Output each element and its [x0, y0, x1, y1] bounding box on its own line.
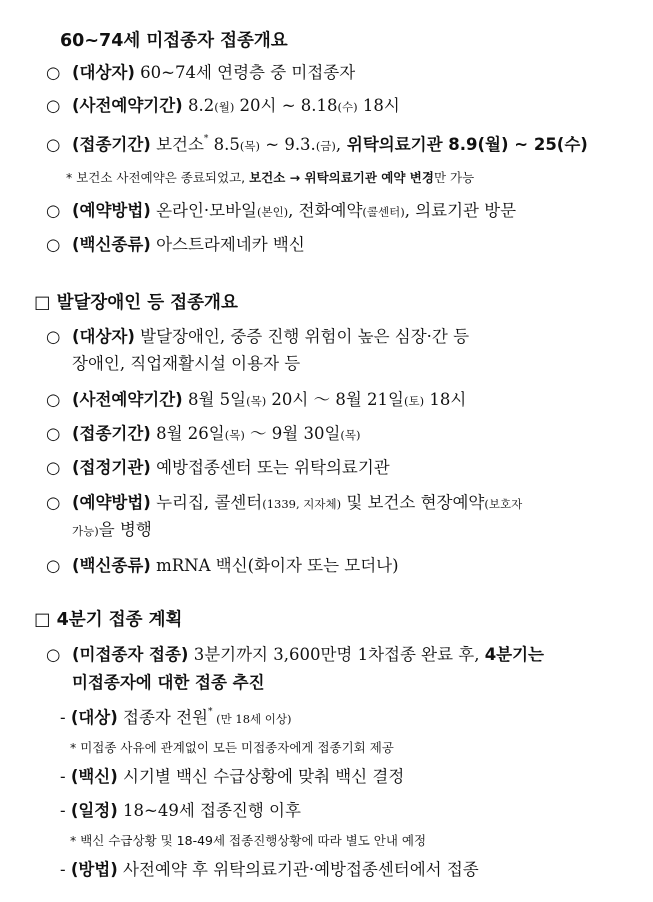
bullet-icon: ○ [46, 493, 61, 512]
s2-prereg-item: ○ (사전예약기간) 8월 5일(목) 20시 ～ 8월 21일(토) 18시 [46, 390, 467, 409]
section1-title: 60~74세 미접종자 접종개요 [60, 31, 288, 51]
bullet-icon: ○ [46, 458, 61, 477]
s1-note: * 보건소 사전예약은 종료되었고, 보건소 → 위탁의료기관 예약 변경만 가능 [66, 170, 475, 185]
s3-target-item: - (대상) 접종자 전원* (만 18세 이상) [60, 707, 292, 727]
s3-plan-continued: 미접종자에 대한 접종 추진 [72, 673, 265, 692]
dash-icon: - [60, 860, 66, 879]
s2-period-item: ○ (접종기간) 8월 26일(목) ～ 9월 30일(목) [46, 424, 361, 443]
dash-icon: - [60, 801, 66, 820]
bullet-icon: ○ [46, 327, 61, 346]
s2-method-continued: 가능)을 병행 [72, 520, 152, 539]
s3-method-item: - (방법) 사전예약 후 위탁의료기관·예방접종센터에서 접종 [60, 860, 479, 879]
s1-vaccine-item: ○ (백신종류) 아스트라제네카 백신 [46, 235, 305, 254]
bullet-icon: ○ [46, 63, 61, 82]
s2-vaccine-item: ○ (백신종류) mRNA 백신(화이자 또는 모더나) [46, 556, 399, 575]
bullet-icon: ○ [46, 645, 61, 664]
bullet-icon: ○ [46, 424, 61, 443]
bullet-icon: ○ [46, 556, 61, 575]
bullet-icon: ○ [46, 235, 61, 254]
s3-note2: * 백신 수급상황 및 18-49세 접종진행상황에 따라 별도 안내 예정 [70, 833, 427, 848]
s1-method-item: ○ (예약방법) 온라인·모바일(본인), 전화예약(콜센터), 의료기관 방문 [46, 201, 517, 220]
s1-target-item: ○ (대상자) 60~74세 연령층 중 미접종자 [46, 63, 356, 82]
bullet-icon: ○ [46, 96, 61, 115]
bullet-icon: ○ [46, 201, 61, 220]
s3-schedule-item: - (일정) 18~49세 접종진행 이후 [60, 801, 301, 820]
s3-note1: * 미접종 사유에 관계없이 모든 미접종자에게 접종기회 제공 [70, 740, 394, 755]
s2-org-item: ○ (접정기관) 예방접종센터 또는 위탁의료기관 [46, 458, 390, 477]
s3-vaccine-item: - (백신) 시기별 백신 수급상황에 맞춰 백신 결정 [60, 767, 405, 786]
s2-target-item: ○ (대상자) 발달장애인, 중증 진행 위험이 높은 심장·간 등 [46, 327, 470, 346]
s3-plan-item: ○ (미접종자 접종) 3분기까지 3,600만명 1차접종 완료 후, 4분기는 [46, 645, 544, 664]
dash-icon: - [60, 708, 66, 727]
section3-title: □ 4분기 접종 계획 [34, 610, 183, 630]
bullet-icon: ○ [46, 135, 61, 154]
s1-period-item: ○ (접종기간) 보건소* 8.5(목) ~ 9.3.(금), 위탁의료기관 8.9(월) ~ 25(수) [46, 134, 588, 154]
dash-icon: - [60, 767, 66, 786]
section2-title: □ 발달장애인 등 접종개요 [34, 293, 238, 313]
s1-prereg-item: ○ (사전예약기간) 8.2(월) 20시 ~ 8.18(수) 18시 [46, 96, 400, 115]
s2-target-continued: 장애인, 직업재활시설 이용자 등 [72, 354, 301, 373]
s2-method-item: ○ (예약방법) 누리집, 콜센터(1339, 지자체) 및 보건소 현장예약(보호자 [46, 493, 523, 512]
bullet-icon: ○ [46, 390, 61, 409]
